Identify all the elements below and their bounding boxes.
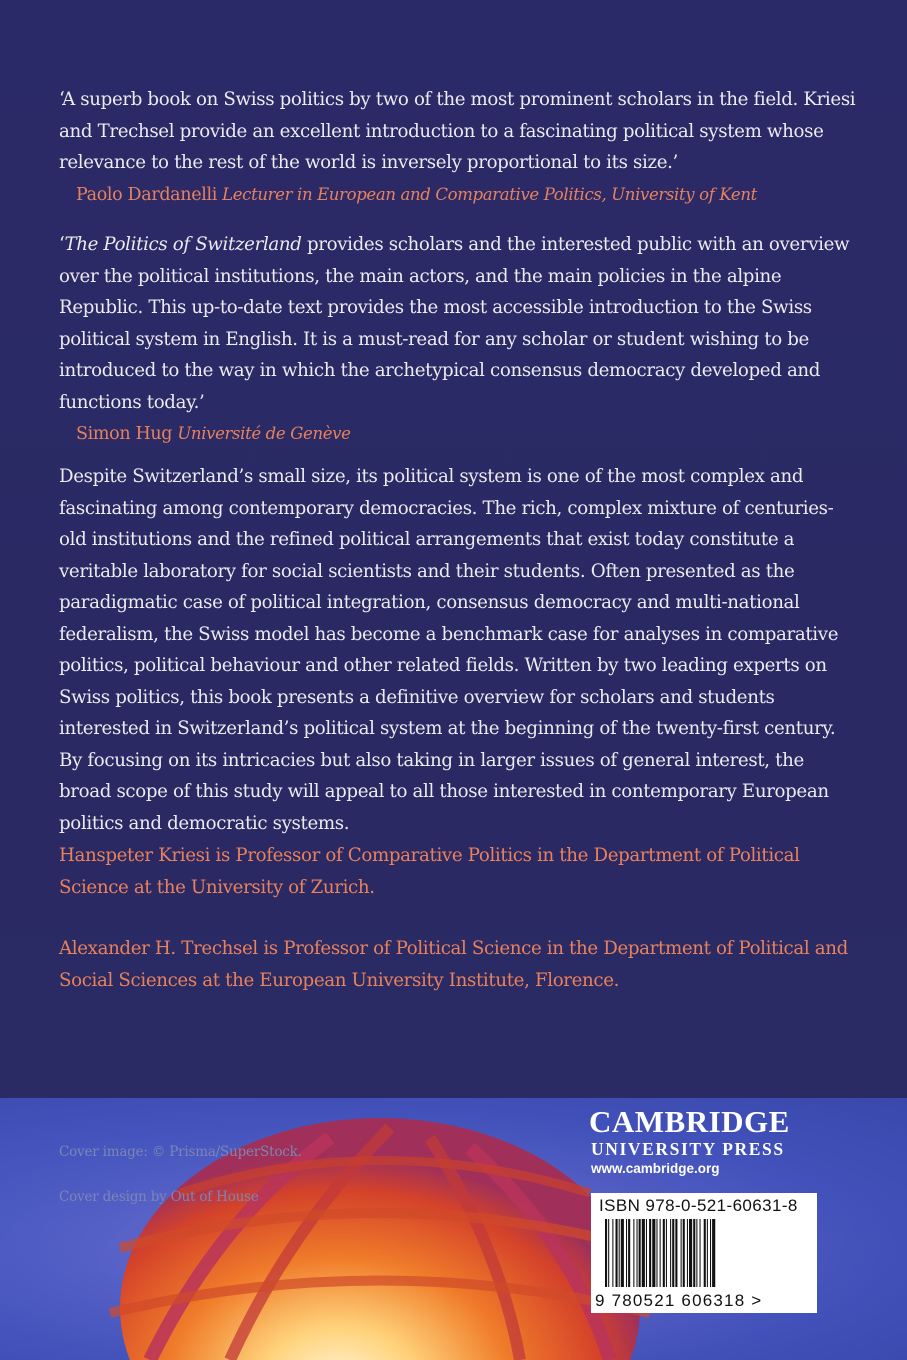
barcode-bar [633,1219,634,1287]
barcode-bar [656,1219,657,1287]
barcode-bar [660,1219,661,1287]
barcode-bar [683,1219,685,1287]
quote-1-attribution [59,179,859,212]
isbn-barcode [591,1193,817,1313]
barcode-bar [672,1219,674,1287]
barcode-bar [652,1219,655,1287]
barcode-bar [700,1219,701,1287]
barcode-bar [675,1219,677,1287]
isbn-label: ISBN 978-0-521-60631-8 [599,1196,798,1215]
barcode-bar [642,1219,645,1287]
barcode-digits: 9 780521 606318 > [595,1291,763,1310]
barcode-bar [646,1219,647,1287]
quote-2-author: Simon Hug [76,424,173,444]
publisher-name: CAMBRIDGE [589,1104,790,1139]
review-quote-1 [59,84,859,211]
author-bio-trechsel: Alexander H. Trechsel is Professor of Political Science in the Department of Political and Social Sciences at the European University Institute, Florence. [59,938,848,991]
barcode-bar [712,1219,715,1287]
barcode-bar [649,1219,651,1287]
barcode-bar [605,1219,607,1287]
book-description: Despite Switzerland’s small size, its political system is one of the most complex and fascinating among contemporary democracies. The rich, complex mixture of centuries-old institutions and the refined political arrangements that exist today constitute a veritable laboratory for social scientists and their students. Often presented as the paradigmatic case of political integration, consensus democracy and multi-national federalism, the Swiss model has become a benchmark case for analyses in comparative politics, political behaviour and other related fields. Written by two leading experts on Swiss politics, this book presents a definitive overview for scholars and students interested in Switzerland’s political system at the beginning of the twenty-first century. By focusing on its intricacies but also taking in larger issues of general interest, the broad scope of this study will appeal to all those interested in contemporary European politics and democratic systems. [59,466,839,834]
quote-2-role: Université de Genève [177,424,351,443]
quote-1-text: ‘A superb book on Swiss politics by two of the most prominent scholars in the field. Kriesi and Trechsel provide an excellent introduction to a fascinating political system whose relevance to the rest of the world is inversely proportional to its size.’ [59,89,856,173]
quote-1-author: Paolo Dardanelli [76,184,217,205]
barcode-bar [619,1219,620,1287]
review-quote-2 [59,229,859,451]
barcode-bar [639,1219,641,1287]
barcode-bars [605,1219,805,1287]
barcode-bar [616,1219,618,1287]
barcode-bar [628,1219,630,1287]
barcode-bar [710,1219,711,1287]
cover-design-credit: Cover design by Out of House [59,1189,259,1205]
quote-2-book-title: The Politics of Switzerland [64,234,302,255]
barcode-bar [612,1219,613,1287]
author-bio-kriesi: Hanspeter Kriesi is Professor of Comparative Politics in the Department of Political Science at the University of Zurich. [59,845,800,898]
barcode-bar [687,1219,688,1287]
quote-2-attribution [59,418,859,451]
barcode-bar [670,1219,671,1287]
publisher-url: www.cambridge.org [591,1161,720,1176]
barcode-bar [621,1219,624,1287]
quote-1-role: Lecturer in European and Comparative Politics, University of Kent [222,184,757,204]
barcode-bar [666,1219,667,1287]
quote-2-open-quote: ‘ [59,234,65,255]
barcode-bar [681,1219,682,1287]
barcode-bar [696,1219,697,1287]
barcode-bar [637,1219,638,1287]
barcode-bar [704,1219,706,1287]
cover-image-credit: Cover image: © Prisma/SuperStock. [59,1144,302,1160]
barcode-bar [626,1219,627,1287]
barcode-bar [689,1219,692,1287]
publisher-logo [589,1105,821,1179]
quote-2-text: provides scholars and the interested public with an overview over the political institutions, the main actors, and the main policies in the alpine Republic. This up-to-date text provides the most accessible introduction to the Swiss political system in English. It is a must-read for any scholar or student wishing to be introduced to the way in which the archetypical consensus democracy developed and functions today.’ [59,234,850,413]
barcode-bar [693,1219,695,1287]
barcode-bar [707,1219,708,1287]
barcode-bar [608,1219,609,1287]
publisher-subtitle: UNIVERSITY PRESS [591,1139,785,1159]
barcode-bar [663,1219,665,1287]
